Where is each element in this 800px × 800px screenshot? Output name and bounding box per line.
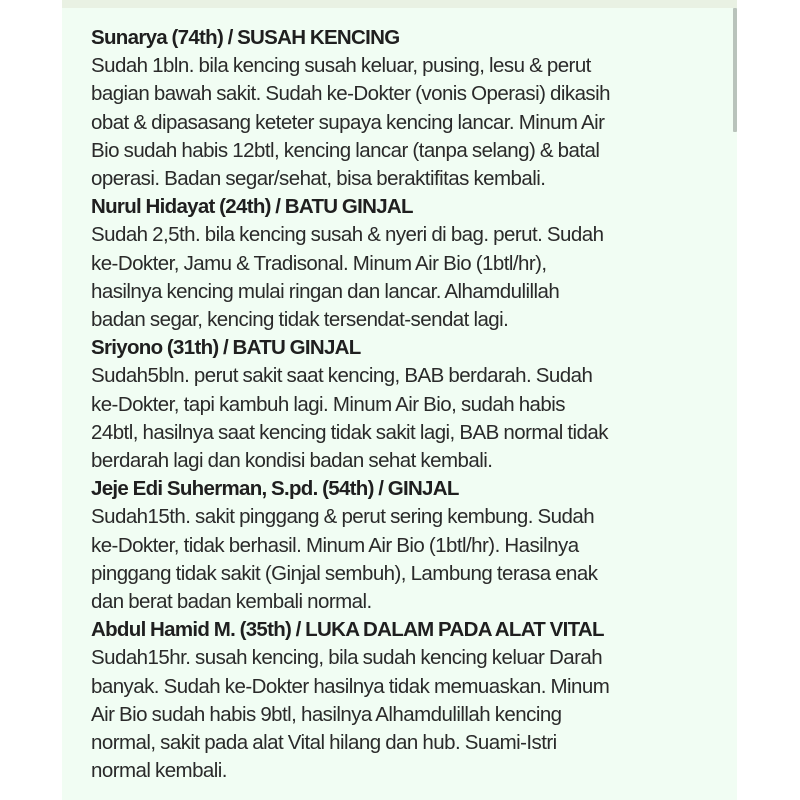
testimonial-title: Sriyono (31th) / BATU GINJAL <box>91 336 361 360</box>
testimonial-text-line: Sudah15hr. susah kencing, bila sudah kencing keluar Darah <box>91 646 603 670</box>
testimonial-title: Abdul Hamid M. (35th) / LUKA DALAM PADA ALAT VITAL <box>91 618 604 642</box>
testimonial-text-line: operasi. Badan segar/sehat, bisa beraktifitas kembali. <box>91 167 546 191</box>
testimonial-text-line: Bio sudah habis 12btl, kencing lancar (tanpa selang) & batal <box>91 138 600 162</box>
testimonial-text-line: hasilnya kencing mulai ringan dan lancar. Alhamdulillah <box>91 279 560 303</box>
testimonial-title: Jeje Edi Suherman, S.pd. (54th) / GINJAL <box>91 477 459 501</box>
testimonial-entry <box>91 616 736 785</box>
testimonial-text-line: banyak. Sudah ke-Dokter hasilnya tidak memuaskan. Minum <box>91 674 610 698</box>
testimonial-text-line: Air Bio sudah habis 9btl, hasilnya Alhamdulillah kencing <box>91 702 562 726</box>
testimonial-text-line: bagian bawah sakit. Sudah ke-Dokter (vonis Operasi) dikasih <box>91 82 610 106</box>
testimonial-text-line: Sudah5bln. perut sakit saat kencing, BAB berdarah. Sudah <box>91 364 593 388</box>
testimonial-text-line: ke-Dokter, Jamu & Tradisonal. Minum Air Bio (1btl/hr), <box>91 251 547 275</box>
testimonial-entry <box>91 334 736 475</box>
top-band <box>62 0 737 8</box>
testimonial-text-line: Sudah15th. sakit pinggang & perut sering kembung. Sudah <box>91 505 595 529</box>
testimonial-text-line: berdarah lagi dan kondisi badan sehat kembali. <box>91 449 493 473</box>
testimonial-text-line: dan berat badan kembali normal. <box>91 590 372 614</box>
testimonial-text-line: 24btl, hasilnya saat kencing tidak sakit lagi, BAB normal tidak <box>91 420 608 444</box>
testimonial-text-line: ke-Dokter, tapi kambuh lagi. Minum Air Bio, sudah habis <box>91 392 565 416</box>
testimonial-text-line: Sudah 2,5th. bila kencing susah & nyeri di bag. perut. Sudah <box>91 223 604 247</box>
testimonial-text-line: ke-Dokter, tidak berhasil. Minum Air Bio (1btl/hr). Hasilnya <box>91 533 579 557</box>
testimonial-text-line: normal kembali. <box>91 759 227 783</box>
testimonial-entry <box>91 24 736 193</box>
testimonial-text-line: obat & dipasasang keteter supaya kencing lancar. Minum Air <box>91 110 605 134</box>
testimonial-entry <box>91 193 736 334</box>
testimonial-title: Nurul Hidayat (24th) / BATU GINJAL <box>91 195 413 219</box>
testimonial-entry <box>91 475 736 616</box>
testimonial-text-line: normal, sakit pada alat Vital hilang dan hub. Suami-Istri <box>91 731 557 755</box>
testimonial-list <box>91 24 736 785</box>
testimonial-text-line: badan segar, kencing tidak tersendat-sendat lagi. <box>91 308 509 332</box>
testimonial-text-line: pinggang tidak sakit (Ginjal sembuh), Lambung terasa enak <box>91 561 598 585</box>
testimonial-title: Sunarya (74th) / SUSAH KENCING <box>91 26 400 49</box>
testimonial-text-line: Sudah 1bln. bila kencing susah keluar, pusing, lesu & perut <box>91 54 591 78</box>
